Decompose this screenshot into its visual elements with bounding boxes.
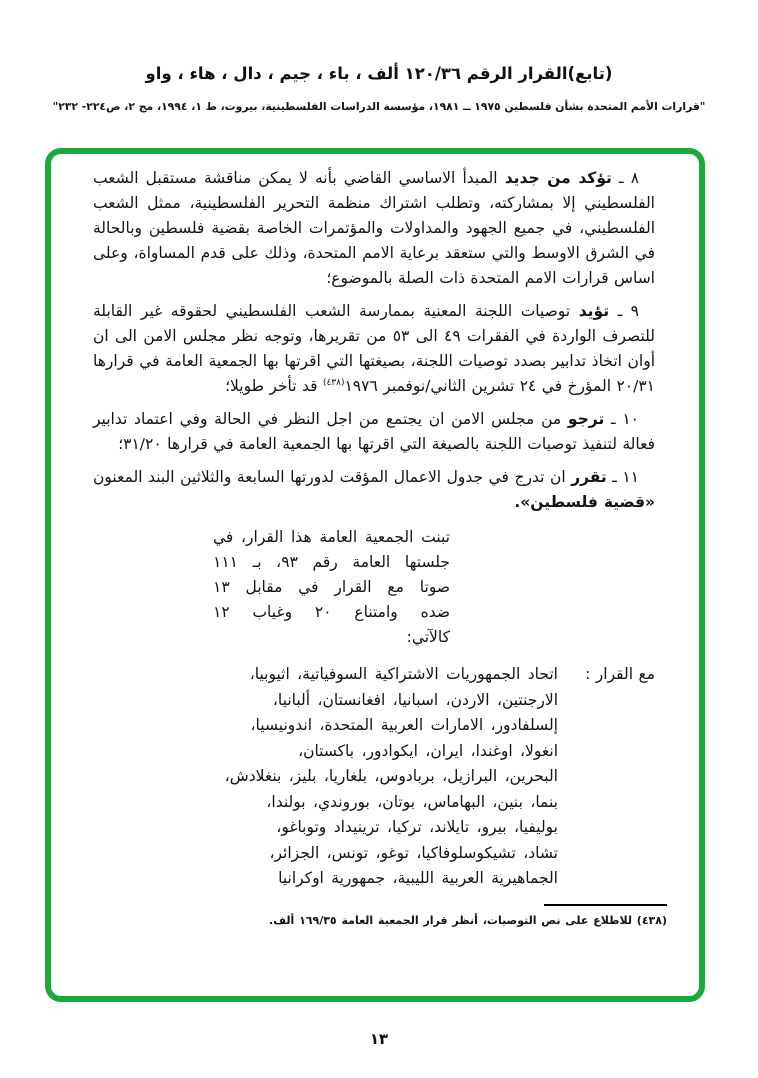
footnote-block bbox=[93, 904, 667, 928]
paragraph-11-marker: ١١ ـ bbox=[612, 468, 639, 486]
paragraph-10-text: من مجلس الامن ان يجتمع من اجل النظر في الحالة وفي اعتماد تدابير فعالة لتنفيذ توصيات اللجنة بالصيغة التي اقرتها بها الجمعية العامة في قرارها ٣١/٢٠؛ bbox=[93, 410, 655, 453]
resolution-body bbox=[51, 154, 699, 996]
vote-in-favour-label: مع القرار : bbox=[585, 665, 655, 683]
vote-country-line: بنما، بنين، البهاماس، بوتان، بوروندي، بولندا، bbox=[266, 792, 558, 811]
vote-country-line: الجماهيرية العربية الليبية، جمهورية اوكرانيا bbox=[278, 869, 558, 887]
vote-country-line: انغولا، اوغندا، ايران، ايكوادور، باكستان، bbox=[298, 741, 558, 760]
paragraph-8-lead: تؤكد من جديد bbox=[504, 169, 612, 187]
adoption-line: تبنت الجمعية العامة هذا القرار، في bbox=[213, 528, 450, 546]
adoption-note-block bbox=[213, 525, 450, 650]
paragraph-8-marker: ٨ ـ bbox=[619, 169, 640, 187]
paragraph-11-agenda-item-title: «قضية فلسطين». bbox=[514, 493, 655, 511]
document-title: (تابع)القرار الرقم ١٢٠/٣٦ ألف ، باء ، جيم ، دال ، هاء ، واو bbox=[145, 64, 613, 83]
footnote-separator-rule bbox=[544, 904, 667, 906]
paragraph-10-lead: ترجو bbox=[567, 410, 605, 428]
paragraph-8-text: المبدأ الاساسي القاضي بأنه لا يمكن مناقشة مستقبل الشعب الفلسطيني إلا بمشاركته، وتطلب اشتراك منظمة التحرير الفلسطينية، ممثل الشعب الفلسطيني، في جميع الجهود والمداولات والمؤتمرات الخاصة بقضية فلسطين وبالحالة في الشرق الاوسط والتي ستعقد برعاية الامم المتحدة، وذلك على قدم المساواة، وعلى اساس قرارات الامم المتحدة ذات الصلة بالموضوع؛ bbox=[93, 169, 655, 287]
vote-country-line: البحرين، البرازيل، بربادوس، بلغاريا، بليز، بنغلادش، bbox=[224, 767, 558, 785]
adoption-line: كالآتي: bbox=[406, 628, 450, 646]
adoption-line: صوتا مع القرار في مقابل ١٣ bbox=[213, 578, 450, 596]
vote-country-line: بوليفيا، بيرو، تايلاند، تركيا، ترينيداد وتوباغو، bbox=[276, 818, 558, 836]
vote-country-line: اتحاد الجمهوريات الاشتراكية السوفياتية، اثيوبيا، bbox=[249, 665, 558, 683]
footnote-438-text: (٤٣٨) للاطلاع على نص التوصيات، أنظر قرار الجمعية العامة ١٦٩/٣٥ ألف. bbox=[269, 913, 667, 927]
paragraph-11-lead: تقرر bbox=[571, 468, 607, 486]
paragraph-9 bbox=[93, 299, 655, 399]
document-source-line: "قرارات الأمم المتحدة بشأن فلسطين ١٩٧٥ ــ ١٩٨١، مؤسسة الدراسات الفلسطينية، بيروت، ط ١، ١٩٩٤، مج ٢، ص٢٢٤- ٢٣٢" bbox=[52, 100, 706, 113]
vote-country-line: الارجنتين، الاردن، اسبانيا، افغانستان، ألبانيا، bbox=[272, 690, 558, 709]
green-border-frame bbox=[45, 148, 705, 1002]
paragraph-10-marker: ١٠ ـ bbox=[611, 410, 639, 428]
paragraph-9-marker: ٩ ـ bbox=[617, 302, 639, 320]
footnote-reference-438: (٤٣٨) bbox=[322, 377, 345, 388]
paragraph-10 bbox=[93, 407, 655, 457]
vote-record-block bbox=[93, 662, 655, 892]
vote-country-line: إلسلفادور، الامارات العربية المتحدة، اندونيسيا، bbox=[250, 716, 558, 734]
paragraph-11 bbox=[93, 465, 655, 515]
vote-country-line: تشاد، تشيكوسلوفاكيا، توغو، تونس، الجزائر، bbox=[269, 843, 558, 862]
paragraph-8 bbox=[93, 166, 655, 291]
page-number: ١٣ bbox=[369, 1030, 389, 1048]
paragraph-9-text-end: قد تأخر طويلا؛ bbox=[225, 377, 318, 395]
adoption-line: ضده وامتناع ٢٠ وغياب ١٢ bbox=[213, 603, 450, 621]
paragraph-9-text: توصيات اللجنة المعنية بممارسة الشعب الفلسطيني لحقوقه غير القابلة للتصرف الواردة في الفقرات ٤٩ الى ٥٣ من تقريرها، وتوجه نظر مجلس الامن الى ان أوان اتخاذ تدابير بصدد توصيات اللجنة، بصيغتها التي اقرتها بها الجمعية العامة في قرارها ٢٠/٣١ المؤرخ في ٢٤ تشرين الثاني/نوفمبر ١٩٧٦ bbox=[93, 302, 655, 395]
adoption-line: جلستها العامة رقم ٩٣، بـ ١١١ bbox=[213, 553, 450, 571]
vote-in-favour-countries bbox=[93, 662, 558, 892]
paragraph-11-text: ان تدرج في جدول الاعمال المؤقت لدورتها السابعة والثلاثين البند المعنون bbox=[93, 468, 566, 486]
paragraph-9-lead: تؤيد bbox=[578, 302, 610, 320]
